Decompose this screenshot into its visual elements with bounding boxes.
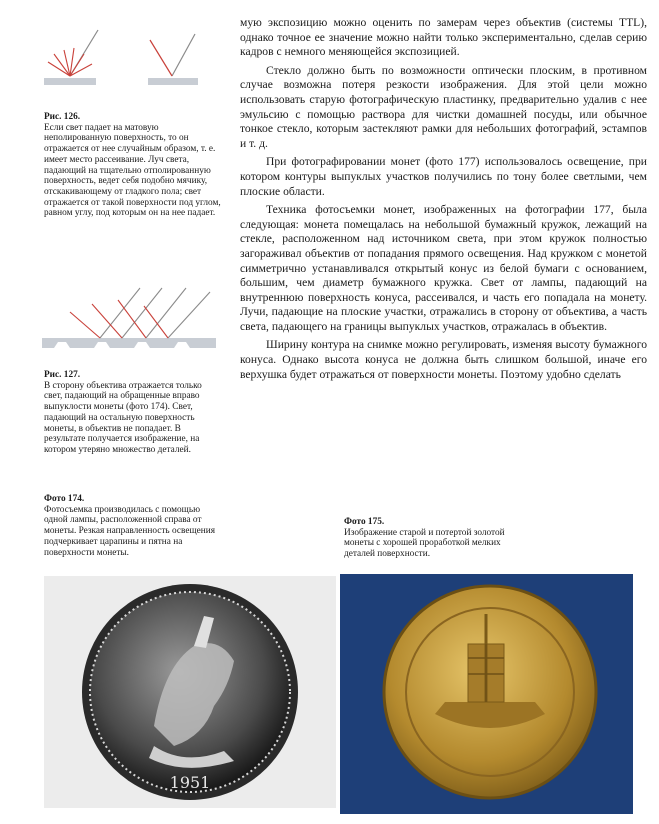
silver-coin-image (44, 576, 336, 808)
paragraph-3: При фотографировании монет (фото 177) использовалось освещение, при котором контуры выпуклых участков получились по тону более светлыми, чем плоские области. (240, 155, 647, 198)
photo-174-label: Фото 174. (44, 494, 85, 504)
main-text-column (240, 16, 647, 386)
figure-126-text: Если свет падает на матовую неполированную поверхность, то он отражается от нее случайным образом, т. е. имеет место рассеивание. Луч света, падающий на тщательно отполированную поверхность, ведет себя подобно мячику, отскакивающему от гладкого пола; свет отражается от такой поверхности под углом, равном углу, под которым он на нее падает. (44, 122, 221, 219)
photo-175-image (340, 574, 633, 814)
photo-175-text: Изображение старой и потертой золотой монеты с хорошей проработкой мелких деталей поверхности. (344, 527, 505, 560)
photo-174-caption (44, 494, 224, 558)
figure-127-diagram (40, 282, 220, 364)
paragraph-2: Стекло должно быть по возможности оптически плоским, в противном случае возможна потеря резкости изображения. Для этой цели можно использовать старую фотографическую пластинку, предварительно удалив с нее эмульсию с помощью раствора для чистки домашней посуды, или обычное тонкое стекло, которым застекляют рамки для небольших фотографий, эстампов и т. д. (240, 63, 647, 150)
paragraph-4: Техника фотосъемки монет, изображенных на фотографии 177, была следующая: монета помещалась на небольшой бумажный кружок, лежащий на стекле, расположенном над источником света, при этом кружок полностью загораживал объектив от попадания прямого освещения. Над кружком с монетой симметрично устанавливался открытый конус из белой бумаги с основанием, большим, чем диаметр бумажного кружка. Свет от лампы, падающий на внутреннюю поверхность конуса, рассеивался, и часть его попадала на монету. Лучи, падающие на плоские участки, отражались в сторону от объектива, а часть света, падающего на границы выпуклых участков, отражалась в объектив. (240, 203, 647, 333)
figure-127-text: В сторону объектива отражается только свет, падающий на обращенные вправо выпуклости монеты (фото 174). Свет, падающий на остальную поверхность монеты, в объектив не попадает. В результате получается изображение, на котором утеряно множество деталей. (44, 380, 202, 455)
figure-127-caption (44, 370, 222, 456)
figure-126-diagram (40, 26, 230, 94)
photo-174-image (44, 576, 336, 808)
paragraph-5: Ширину контура на снимке можно регулировать, изменяя высоту бумажного конуса. Однако высота конуса не должна быть слишком большой, иначе его верхушка будет отражаться от поверхности монеты. Поэтому удобно сделать (240, 338, 647, 381)
figure-126-label: Рис. 126. (44, 112, 81, 122)
photo-174-text: Фотосъемка производилась с помощью одной лампы, расположенной справа от монеты. Резкая направленность освещения подчеркивает царапины и пятна на поверхности монеты. (44, 504, 215, 558)
paragraph-1: мую экспозицию можно оценить по замерам через объектив (системы TTL), однако точное ее значение можно найти только экспериментально, сделав серию кадров с немного меняющейся экспозицией. (240, 16, 647, 59)
figure-126-caption (44, 112, 226, 219)
photo-175-label: Фото 175. (344, 517, 385, 527)
figure-127-label: Рис. 127. (44, 370, 81, 380)
coin-date-text: 1951 (169, 773, 211, 792)
gold-coin-image (340, 574, 633, 814)
photo-175-caption (344, 517, 524, 560)
